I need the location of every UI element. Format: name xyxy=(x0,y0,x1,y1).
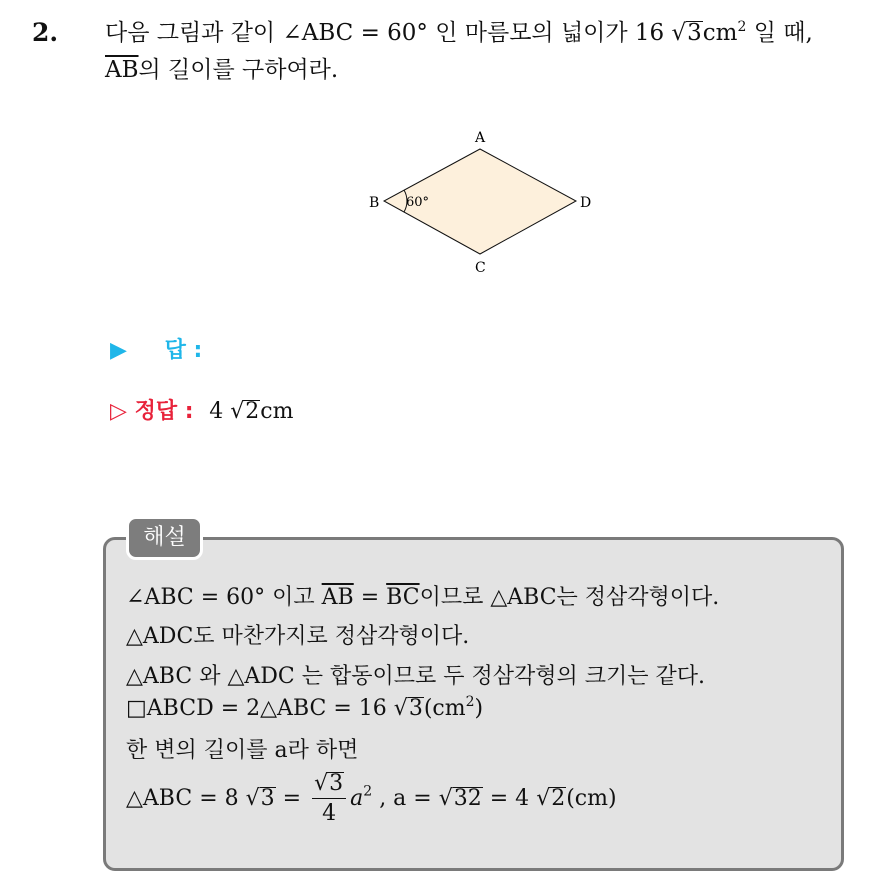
solution-line-6: △ABC = 8 √3 = $\frac{√3}{4}$ $a^2$ , a = √32 = 4 √2(cm) xyxy=(126,771,617,826)
segment-ab: $\overline{AB}$ xyxy=(105,57,139,83)
solution-line-1: ∠ABC = 60° 이고 $\overline{AB} = \overline{BC}$이므로 △ABC는 정삼각형이다. xyxy=(126,585,720,610)
correct-answer-row xyxy=(110,394,293,425)
question-line1-suffix: 일 때, xyxy=(753,20,813,46)
question-line-2 xyxy=(105,59,338,82)
solution-line-5: 한 변의 길이를 a라 하면 xyxy=(126,738,359,763)
fraction-sqrt3-over-4: $\frac{√3}{4}$ xyxy=(312,771,346,826)
vertex-d-label: D xyxy=(580,195,592,211)
sqrt-three: √3 xyxy=(671,20,702,46)
question-line-1 xyxy=(105,20,813,45)
question-line1-prefix: 다음 그림과 같이 ∠ABC = 60° 인 마름모의 넓이가 16 xyxy=(105,20,665,46)
unit-cm: cm xyxy=(702,20,738,46)
solution-line-2: △ADC도 마찬가지로 정삼각형이다. xyxy=(126,624,470,649)
play-icon: ▶ xyxy=(110,338,127,363)
answer-prompt-label: 답 : xyxy=(164,338,203,363)
question-line2-text: 의 길이를 구하여라. xyxy=(138,57,339,83)
answer-prompt-row xyxy=(110,333,202,364)
vertex-c-label: C xyxy=(475,260,486,276)
correct-answer-value: 4 √2cm xyxy=(209,399,294,424)
question-number: 2. xyxy=(32,18,59,47)
solution-line-3: △ABC 와 △ADC 는 합동이므로 두 정삼각형의 크기는 같다. xyxy=(126,664,705,689)
angle-label: 60° xyxy=(406,195,430,210)
rhombus-diagram xyxy=(360,126,600,276)
correct-answer-label: 정답 : xyxy=(134,399,194,424)
solution-line-4: □ABCD = 2△ABC = 16 $√3(cm^2)$ xyxy=(126,694,484,721)
vertex-b-label: B xyxy=(369,195,380,211)
play-outline-icon: ▷ xyxy=(110,399,127,424)
unit-exponent: 2 xyxy=(737,19,747,35)
solution-tab: 해설 xyxy=(126,516,203,560)
vertex-a-label: A xyxy=(475,130,486,146)
